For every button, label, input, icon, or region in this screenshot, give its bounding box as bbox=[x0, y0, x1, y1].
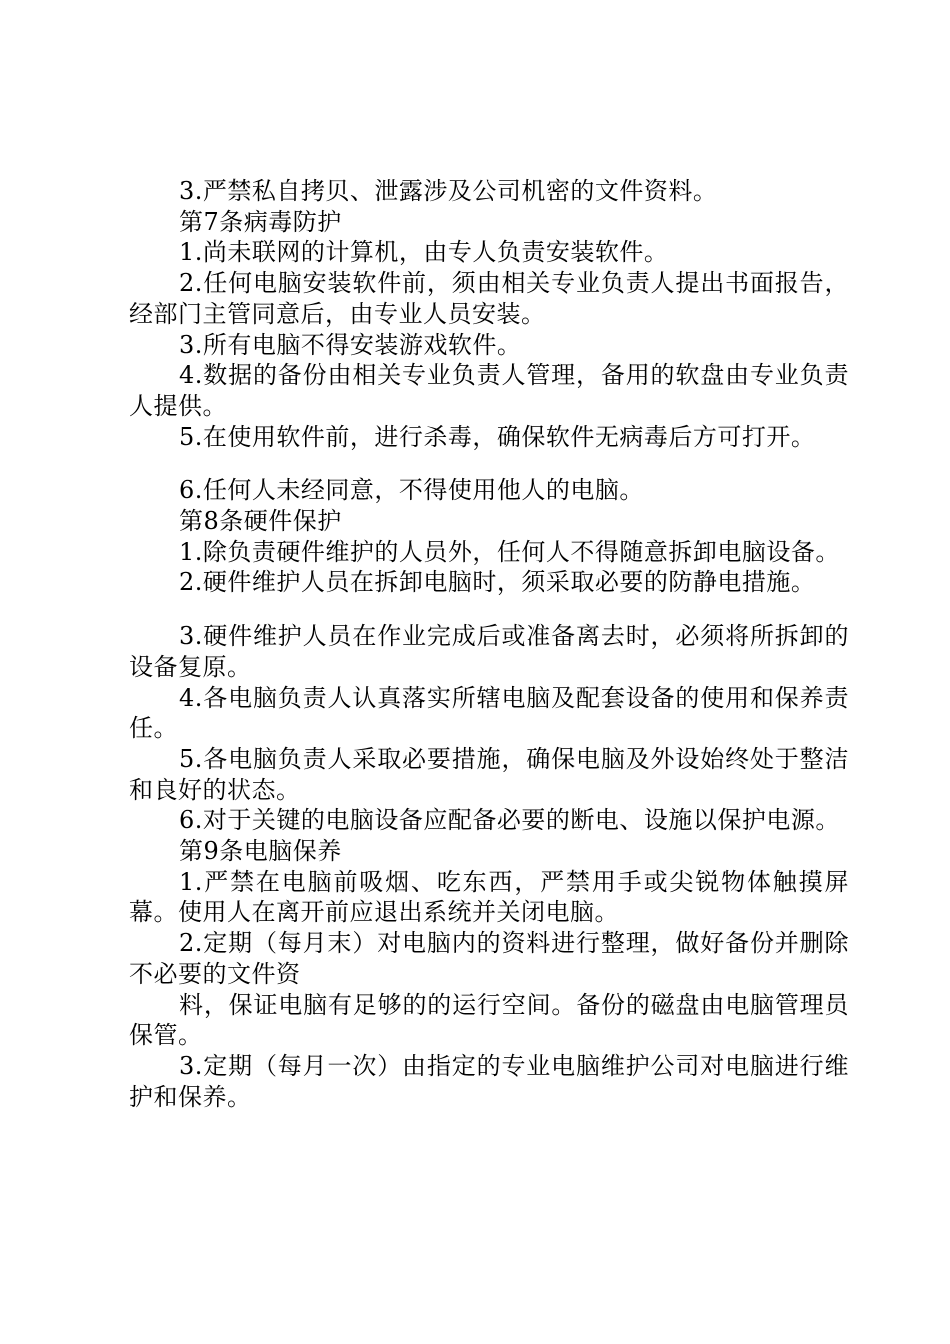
paragraph-rule-9-item-3: 3.定期（每月一次）由指定的专业电脑维护公司对电脑进行维护和保养。 bbox=[129, 1051, 849, 1111]
document-body bbox=[129, 176, 849, 1112]
paragraph-rule-8-item-5: 5.各电脑负责人采取必要措施，确保电脑及外设始终处于整洁和良好的状态。 bbox=[129, 744, 849, 804]
paragraph-rule-8-item-6: 6.对于关键的电脑设备应配备必要的断电、设施以保护电源。 bbox=[179, 806, 840, 835]
heading-rule-8: 第8条硬件保护 bbox=[179, 507, 342, 536]
paragraph-gap bbox=[129, 598, 849, 621]
paragraph-rule-7-item-1: 1.尚未联网的计算机，由专人负责安装软件。 bbox=[179, 238, 669, 267]
paragraph-rule-7-item-2: 2.任何电脑安装软件前，须由相关专业负责人提出书面报告，经部门主管同意后，由专业人员安装。 bbox=[129, 269, 849, 328]
paragraph-rule-8-item-3: 3.硬件维护人员在作业完成后或准备离去时，必须将所拆卸的设备复原。 bbox=[129, 622, 849, 681]
heading-rule-9: 第9条电脑保养 bbox=[179, 837, 342, 866]
paragraph-rule-8-item-1: 1.除负责硬件维护的人员外，任何人不得随意拆卸电脑设备。 bbox=[179, 537, 840, 566]
paragraph-rule-7-item-4: 4.数据的备份由相关专业负责人管理，备用的软盘由专业负责人提供。 bbox=[129, 361, 849, 420]
paragraph-rule-8-item-4: 4.各电脑负责人认真落实所辖电脑及配套设备的使用和保养责任。 bbox=[129, 683, 849, 743]
paragraph-rule-9-item-1: 1.严禁在电脑前吸烟、吃东西，严禁用手或尖锐物体触摸屏幕。使用人在离开前应退出系统并关闭电脑。 bbox=[129, 867, 849, 927]
paragraph-rule-9-item-2-continued: 料，保证电脑有足够的的运行空间。备份的磁盘由电脑管理员保管。 bbox=[129, 990, 849, 1050]
paragraph-rule-8-item-2: 2.硬件维护人员在拆卸电脑时，须采取必要的防静电措施。 bbox=[179, 568, 816, 597]
paragraph-rule-7-item-6: 6.任何人未经同意，不得使用他人的电脑。 bbox=[179, 476, 644, 505]
heading-rule-7: 第7条病毒防护 bbox=[179, 207, 342, 236]
paragraph-rule-6-item-3: 3.严禁私自拷贝、泄露涉及公司机密的文件资料。 bbox=[179, 177, 718, 205]
paragraph-rule-9-item-2: 2.定期（每月末）对电脑内的资料进行整理，做好备份并删除不必要的文件资 bbox=[129, 929, 849, 988]
paragraph-gap bbox=[129, 452, 849, 475]
paragraph-rule-7-item-5: 5.在使用软件前，进行杀毒，确保软件无病毒后方可打开。 bbox=[179, 422, 816, 451]
paragraph-rule-7-item-3: 3.所有电脑不得安装游戏软件。 bbox=[179, 330, 522, 359]
